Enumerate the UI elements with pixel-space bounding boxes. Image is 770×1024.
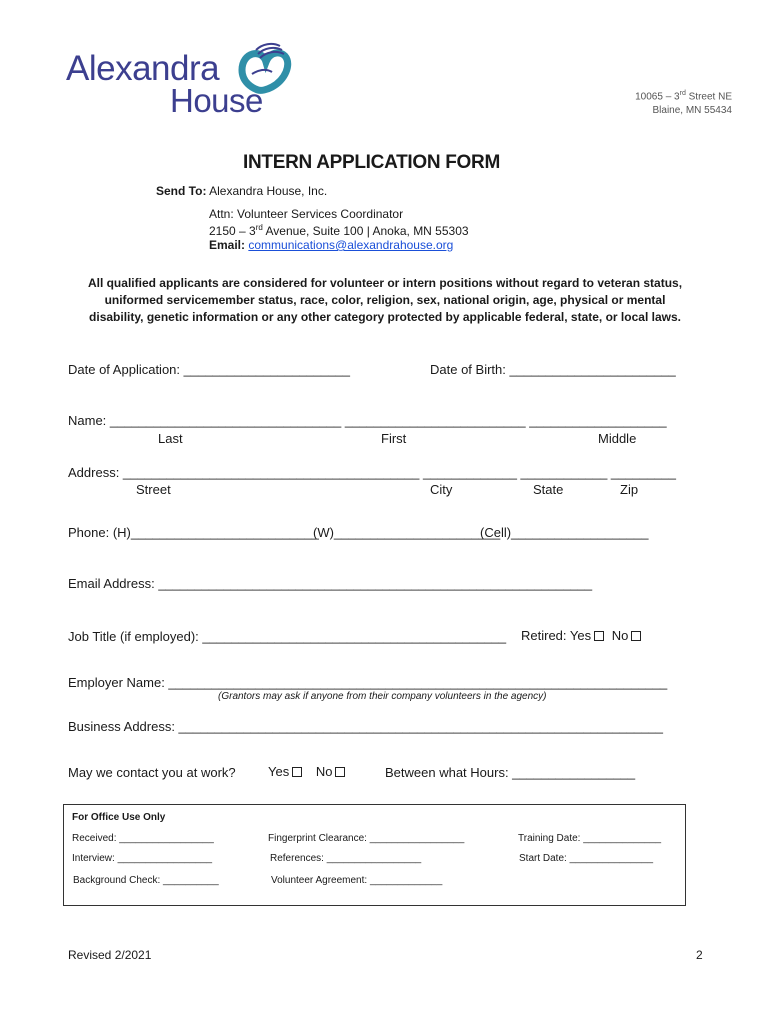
send-to-org: Alexandra House, Inc. <box>206 184 328 198</box>
org-address-line1: 10065 – 3rd Street NE <box>635 90 732 103</box>
contact-at-work-options <box>268 764 345 779</box>
address-city-label: City <box>430 482 453 497</box>
email-label: Email: <box>209 238 246 252</box>
email-address-field[interactable]: Email Address: ____________________________________________________________ <box>68 576 593 591</box>
contact-yes-label: Yes <box>268 764 290 779</box>
notice-line-1: All qualified applicants are considered for volunteer or intern positions without regard to veteran status, <box>87 276 683 290</box>
contact-no-checkbox[interactable] <box>335 767 345 777</box>
name-middle-label: Middle <box>598 431 637 446</box>
address-street-label: Street <box>136 482 171 497</box>
between-hours-field[interactable]: Between what Hours: _________________ <box>385 765 636 780</box>
phone-work-field[interactable]: (W)_______________________ <box>313 525 501 540</box>
retired-yes-checkbox[interactable] <box>594 631 604 641</box>
name-last-label: Last <box>158 431 183 446</box>
office-fingerprint: Fingerprint Clearance: _________________ <box>268 833 465 844</box>
contact-at-work-question: May we contact you at work? <box>68 765 236 780</box>
employer-name-field[interactable]: Employer Name: _____________________________________________________________________ <box>68 675 668 690</box>
notice-line-2: uniformed servicemember status, race, color, religion, sex, national origin, age, physical or mental <box>104 293 666 307</box>
office-received: Received: _________________ <box>72 833 214 844</box>
email-link[interactable]: communications@alexandrahouse.org <box>248 238 454 252</box>
logo-text-house: House <box>170 82 263 119</box>
office-use-heading: For Office Use Only <box>72 812 166 823</box>
name-first-label: First <box>381 431 407 446</box>
logo-text-alexandra: Alexandra <box>66 49 220 88</box>
retired-yes-label: Retired: Yes <box>521 628 592 643</box>
notice-line-3: disability, genetic information or any other category protected by applicable federal, state, or local laws. <box>89 310 681 324</box>
office-start-date: Start Date: _______________ <box>519 853 653 864</box>
address-zip-label: Zip <box>620 482 639 497</box>
logo-heart-icon <box>232 40 294 96</box>
grantors-note: (Grantors may ask if anyone from their company volunteers in the agency) <box>218 691 547 702</box>
retired-question <box>521 628 641 643</box>
phone-home-field[interactable]: Phone: (H)__________________________ <box>68 525 319 540</box>
org-address-line2: Blaine, MN 55434 <box>652 105 732 117</box>
send-to-label: Send To: <box>156 184 207 198</box>
send-to-line <box>156 184 327 198</box>
office-volunteer-agreement: Volunteer Agreement: _____________ <box>271 875 443 886</box>
date-of-application-field[interactable]: Date of Application: _______________________ <box>68 362 350 377</box>
send-to-email-line <box>209 238 453 252</box>
job-title-field[interactable]: Job Title (if employed): __________________________________________ <box>68 629 507 644</box>
office-interview: Interview: _________________ <box>72 853 213 864</box>
address-field[interactable]: Address: _________________________________________ _____________ ____________ _________ <box>68 465 676 480</box>
contact-yes-checkbox[interactable] <box>292 767 302 777</box>
office-background-check: Background Check: __________ <box>73 875 219 886</box>
page-title: INTERN APPLICATION FORM <box>243 152 500 173</box>
office-training-date: Training Date: ______________ <box>518 833 662 844</box>
phone-cell-field[interactable]: (Cell)___________________ <box>480 525 649 540</box>
office-references: References: _________________ <box>270 853 422 864</box>
address-state-label: State <box>533 482 564 497</box>
business-address-field[interactable]: Business Address: ___________________________________________________________________ <box>68 719 663 734</box>
page-number: 2 <box>696 948 703 962</box>
contact-no-label: No <box>315 764 333 779</box>
send-to-street: 2150 – 3rd Avenue, Suite 100 | Anoka, MN 55303 <box>209 223 469 238</box>
org-address <box>635 87 732 118</box>
retired-no-checkbox[interactable] <box>631 631 641 641</box>
date-of-birth-field[interactable]: Date of Birth: _______________________ <box>430 362 676 377</box>
retired-no-label: No <box>611 628 629 643</box>
name-field[interactable]: Name: ________________________________ _________________________ ___________________ <box>68 413 667 428</box>
revised-date: Revised 2/2021 <box>68 948 152 962</box>
send-to-attn: Attn: Volunteer Services Coordinator <box>209 207 404 221</box>
equal-opportunity-notice <box>65 275 705 326</box>
